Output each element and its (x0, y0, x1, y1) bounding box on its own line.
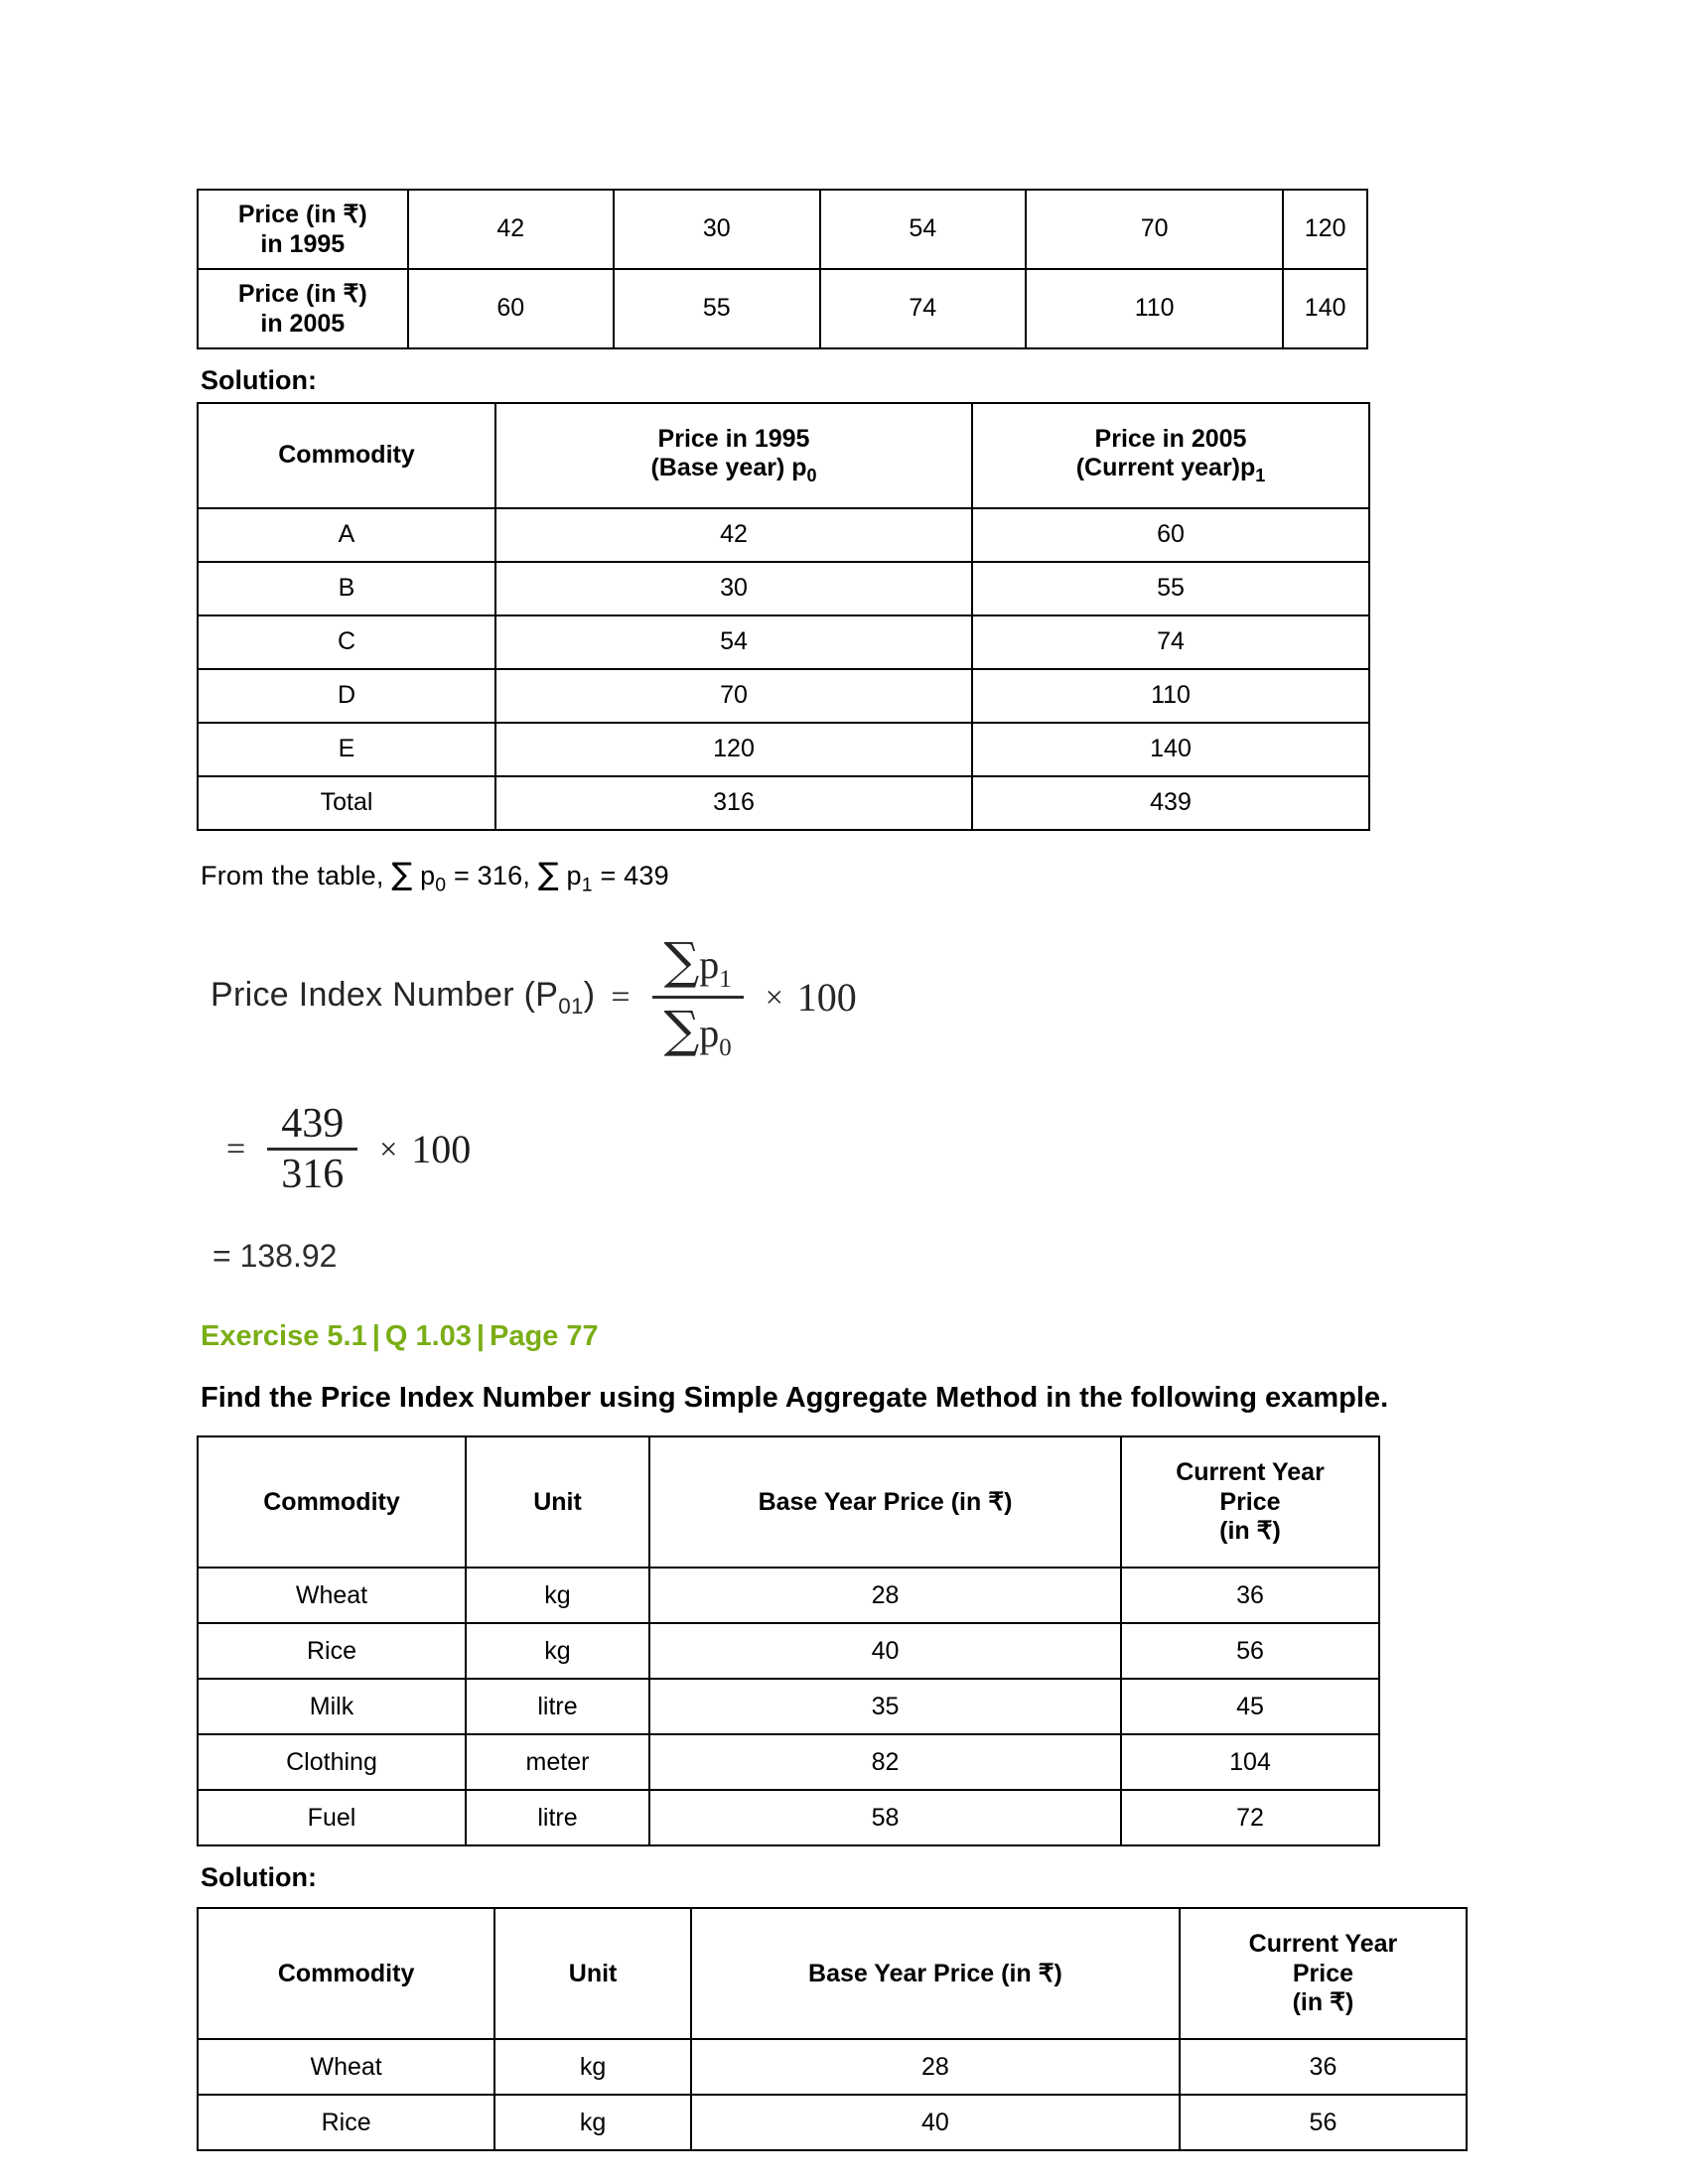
solution-label: Solution: (201, 365, 317, 395)
fraction-denominator (652, 999, 744, 1064)
table-row (198, 1623, 1379, 1679)
computation-fraction (267, 1100, 357, 1198)
solution-price-index-table (197, 402, 1370, 831)
header-subscript: 0 (806, 466, 817, 486)
header-unit: Unit (494, 1908, 691, 2039)
table-row (198, 723, 1369, 776)
from-table-statement (201, 857, 1487, 896)
sigma-symbol: ∑ (663, 932, 700, 991)
page-number: Page 77 (490, 1320, 599, 1353)
formula-fraction (652, 930, 744, 1064)
formula-multiplier: 100 (796, 975, 857, 1021)
solution-commodity-price-table (197, 1907, 1468, 2151)
row-label-line1: Price (in ₹) (237, 280, 367, 308)
cell-unit: kg (466, 1568, 649, 1623)
cell-p1: 60 (972, 508, 1369, 562)
cell-total-label: Total (198, 776, 495, 830)
header-current-year-price (1121, 1436, 1379, 1568)
table-row (198, 1679, 1379, 1734)
table-row (198, 190, 1367, 269)
p0-value: = 316, (454, 861, 531, 890)
p0-subscript: 0 (435, 874, 447, 896)
row-label-line2: in 1995 (260, 230, 346, 258)
computation-multiplier: 100 (411, 1127, 472, 1172)
cell-base-price: 35 (649, 1679, 1121, 1734)
cell-p0: 54 (495, 615, 972, 669)
cell-base-price: 28 (691, 2039, 1180, 2095)
row-label-line1: Price (in ₹) (237, 201, 367, 228)
header-line3: (in ₹) (1292, 1988, 1354, 2017)
table-row (198, 562, 1369, 615)
solution-label: Solution: (201, 1862, 317, 1893)
cell-commodity: Rice (198, 2095, 494, 2150)
header-line1: Price in 2005 (1094, 424, 1247, 453)
price-index-formula (211, 930, 1487, 1064)
table-row (198, 269, 1367, 348)
denominator-variable: p (699, 1011, 720, 1056)
table-row (198, 669, 1369, 723)
heading-separator: | (371, 1320, 380, 1353)
cell-total-p0: 316 (495, 776, 972, 830)
cell-2005-b: 55 (614, 269, 819, 348)
cell-base-price: 82 (649, 1734, 1121, 1790)
cell-p1: 74 (972, 615, 1369, 669)
cell-p1: 110 (972, 669, 1369, 723)
header-line1: Current Year (1248, 1930, 1398, 1959)
equals-sign: = (226, 1130, 246, 1167)
header-line1: Price in 1995 (657, 424, 810, 453)
row-label-2005 (198, 269, 408, 348)
cell-current-price: 56 (1180, 2095, 1467, 2150)
p0-label: p (420, 861, 436, 890)
formula-label (211, 976, 595, 1020)
table-row (198, 508, 1369, 562)
cell-unit: kg (494, 2095, 691, 2150)
cell-commodity: C (198, 615, 495, 669)
cell-1995-e: 120 (1283, 190, 1367, 269)
cell-unit: litre (466, 1679, 649, 1734)
page-content (197, 189, 1487, 2151)
question-number: Q 1.03 (384, 1320, 472, 1353)
cell-commodity: D (198, 669, 495, 723)
header-commodity: Commodity (198, 1436, 466, 1568)
cell-p0: 30 (495, 562, 972, 615)
cell-unit: kg (466, 1623, 649, 1679)
multiplication-sign: × (765, 979, 783, 1016)
header-line2: (Current year)p (1075, 454, 1256, 482)
cell-commodity: Milk (198, 1679, 466, 1734)
header-price-2005 (972, 403, 1369, 508)
cell-p0: 70 (495, 669, 972, 723)
heading-separator: | (476, 1320, 486, 1353)
cell-1995-d: 70 (1026, 190, 1283, 269)
cell-current-price: 72 (1121, 1790, 1379, 1845)
cell-base-price: 40 (691, 2095, 1180, 2150)
cell-total-p1: 439 (972, 776, 1369, 830)
cell-commodity: Fuel (198, 1790, 466, 1845)
fraction-denominator: 316 (281, 1152, 345, 1198)
cell-p1: 55 (972, 562, 1369, 615)
header-subscript: 1 (1255, 466, 1266, 486)
cell-p1: 140 (972, 723, 1369, 776)
price-index-computation (211, 1100, 1487, 1198)
fraction-numerator: 439 (267, 1100, 357, 1151)
cell-commodity: Wheat (198, 1568, 466, 1623)
header-base-year-price: Base Year Price (in ₹) (691, 1908, 1180, 2039)
denominator-subscript: 0 (719, 1034, 732, 1062)
sigma-symbol: ∑ (391, 857, 413, 892)
numerator-variable: p (699, 942, 720, 988)
row-label-line2: in 2005 (260, 310, 346, 338)
cell-2005-a: 60 (408, 269, 614, 348)
cell-commodity: E (198, 723, 495, 776)
exercise-heading (201, 1320, 1487, 1353)
header-base-year-price: Base Year Price (in ₹) (649, 1436, 1121, 1568)
header-unit: Unit (466, 1436, 649, 1568)
cell-1995-b: 30 (614, 190, 819, 269)
cell-current-price: 104 (1121, 1734, 1379, 1790)
formula-label-text: Price Index Number (P (211, 975, 559, 1014)
price-index-result: = 138.92 (212, 1238, 338, 1275)
from-table-prefix: From the table, (201, 861, 384, 890)
header-line2: Price (1292, 1959, 1354, 1987)
cell-unit: kg (494, 2039, 691, 2095)
header-price-1995 (495, 403, 972, 508)
sigma-symbol: ∑ (537, 857, 559, 892)
cell-base-price: 58 (649, 1790, 1121, 1845)
header-line3: (in ₹) (1219, 1517, 1281, 1546)
cell-1995-a: 42 (408, 190, 614, 269)
table-row-total (198, 776, 1369, 830)
price-comparison-table (197, 189, 1368, 349)
header-current-year-price (1180, 1908, 1467, 2039)
question-text: Find the Price Index Number using Simple Aggregate Method in the following example. (201, 1382, 1389, 1415)
cell-2005-e: 140 (1283, 269, 1367, 348)
table-row (198, 1790, 1379, 1845)
cell-2005-c: 74 (820, 269, 1026, 348)
fraction-numerator (652, 930, 744, 999)
cell-p0: 42 (495, 508, 972, 562)
p1-value: = 439 (600, 861, 669, 890)
cell-commodity: Wheat (198, 2039, 494, 2095)
exercise-number: Exercise 5.1 (201, 1320, 367, 1353)
table-row (198, 2095, 1467, 2150)
table-header-row (198, 1436, 1379, 1568)
cell-commodity: Clothing (198, 1734, 466, 1790)
sigma-symbol: ∑ (663, 1001, 700, 1059)
equals-sign: = (611, 978, 631, 1016)
row-label-1995 (198, 190, 408, 269)
table-row (198, 2039, 1467, 2095)
multiplication-sign: × (379, 1131, 398, 1167)
formula-label-close: ) (583, 975, 596, 1014)
table-row (198, 615, 1369, 669)
commodity-price-table (197, 1435, 1380, 1846)
cell-commodity: A (198, 508, 495, 562)
cell-1995-c: 54 (820, 190, 1026, 269)
p1-label: p (566, 861, 582, 890)
table-row (198, 1734, 1379, 1790)
cell-unit: meter (466, 1734, 649, 1790)
cell-current-price: 45 (1121, 1679, 1379, 1734)
cell-base-price: 40 (649, 1623, 1121, 1679)
cell-2005-d: 110 (1026, 269, 1283, 348)
table-header-row (198, 403, 1369, 508)
cell-unit: litre (466, 1790, 649, 1845)
cell-commodity: Rice (198, 1623, 466, 1679)
header-commodity: Commodity (198, 1908, 494, 2039)
cell-base-price: 28 (649, 1568, 1121, 1623)
cell-current-price: 36 (1121, 1568, 1379, 1623)
header-line1: Current Year (1176, 1458, 1325, 1487)
numerator-subscript: 1 (719, 966, 732, 994)
table-row (198, 1568, 1379, 1623)
header-line2: Price (1219, 1487, 1281, 1516)
cell-commodity: B (198, 562, 495, 615)
header-commodity: Commodity (198, 403, 495, 508)
cell-current-price: 36 (1180, 2039, 1467, 2095)
cell-p0: 120 (495, 723, 972, 776)
cell-current-price: 56 (1121, 1623, 1379, 1679)
header-line2: (Base year) p (650, 454, 807, 482)
p1-subscript: 1 (581, 874, 593, 896)
formula-label-subscript: 01 (558, 993, 584, 1019)
table-header-row (198, 1908, 1467, 2039)
